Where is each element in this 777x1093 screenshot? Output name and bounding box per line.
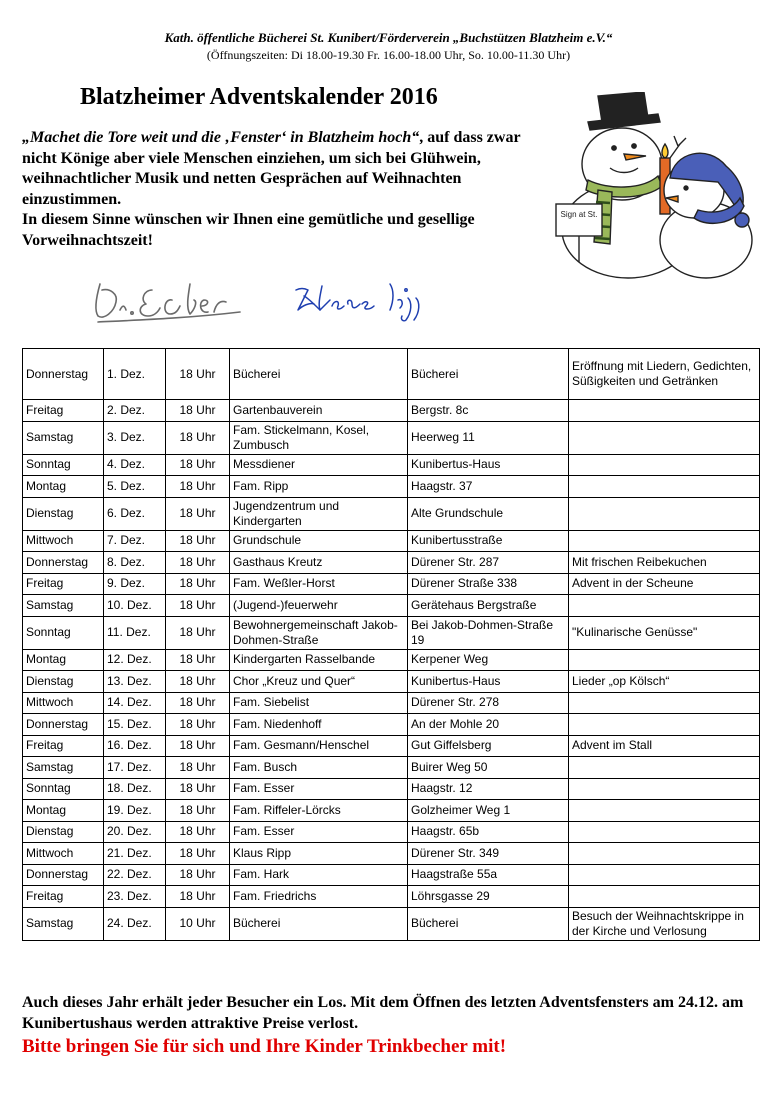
cell-time: 18 Uhr xyxy=(166,400,230,422)
cell-host: Fam. Ripp xyxy=(230,476,408,498)
cell-date: 7. Dez. xyxy=(104,530,166,552)
cell-date: 19. Dez. xyxy=(104,800,166,822)
cell-host: Gartenbauverein xyxy=(230,400,408,422)
cell-day: Sonntag xyxy=(23,616,104,649)
table-row xyxy=(23,671,760,693)
footer-raffle-note: Auch dieses Jahr erhält jeder Besucher ein Los. Mit dem Öffnen des letzten Adventsfensters am 24.12. am Kunibertushaus werden attraktive Preise verlost. xyxy=(22,994,744,1032)
cell-day: Sonntag xyxy=(23,778,104,800)
cell-day: Montag xyxy=(23,800,104,822)
cell-place: Haagstr. 65b xyxy=(408,821,569,843)
library-header: Kath. öffentliche Bücherei St. Kunibert/Förderverein „Buchstützen Blatzheim e.V.“ xyxy=(164,30,613,45)
cell-host: Bücherei xyxy=(230,907,408,940)
cell-time: 18 Uhr xyxy=(166,454,230,476)
table-row xyxy=(23,907,760,940)
cell-date: 16. Dez. xyxy=(104,735,166,757)
cell-day: Samstag xyxy=(23,757,104,779)
cell-day: Dienstag xyxy=(23,821,104,843)
cell-time: 18 Uhr xyxy=(166,573,230,595)
table-row xyxy=(23,714,760,736)
table-row xyxy=(23,573,760,595)
advent-calendar-table xyxy=(22,348,760,941)
cell-host: Messdiener xyxy=(230,454,408,476)
cell-time: 18 Uhr xyxy=(166,616,230,649)
cell-place: Kunibertusstraße xyxy=(408,530,569,552)
cell-place: Bergstr. 8c xyxy=(408,400,569,422)
cell-time: 18 Uhr xyxy=(166,843,230,865)
cell-date: 17. Dez. xyxy=(104,757,166,779)
cell-day: Donnerstag xyxy=(23,864,104,886)
cell-time: 10 Uhr xyxy=(166,907,230,940)
cell-place: Dürener Straße 338 xyxy=(408,573,569,595)
cell-place: Haagstraße 55a xyxy=(408,864,569,886)
cell-date: 21. Dez. xyxy=(104,843,166,865)
cell-day: Mittwoch xyxy=(23,692,104,714)
cell-date: 24. Dez. xyxy=(104,907,166,940)
cell-place: Dürener Str. 349 xyxy=(408,843,569,865)
cell-note xyxy=(569,864,760,886)
cell-note: Besuch der Weihnachtskrippe in der Kirche und Verlosung xyxy=(569,907,760,940)
cell-time: 18 Uhr xyxy=(166,671,230,693)
table-row xyxy=(23,757,760,779)
cell-place: Gut Giffelsberg xyxy=(408,735,569,757)
cell-place: Alte Grundschule xyxy=(408,497,569,530)
cell-date: 23. Dez. xyxy=(104,886,166,908)
cell-day: Montag xyxy=(23,649,104,671)
table-row xyxy=(23,843,760,865)
cell-date: 10. Dez. xyxy=(104,595,166,617)
table-row xyxy=(23,649,760,671)
cell-note xyxy=(569,400,760,422)
cell-place: Bücherei xyxy=(408,349,569,400)
cell-host: Chor „Kreuz und Quer“ xyxy=(230,671,408,693)
cell-date: 14. Dez. xyxy=(104,692,166,714)
cell-day: Freitag xyxy=(23,400,104,422)
cell-note xyxy=(569,778,760,800)
sign-text: Sign at St. xyxy=(560,210,598,219)
cell-place: Dürener Str. 287 xyxy=(408,552,569,574)
cell-day: Donnerstag xyxy=(23,714,104,736)
cell-note xyxy=(569,595,760,617)
cell-date: 20. Dez. xyxy=(104,821,166,843)
cell-host: Fam. Hark xyxy=(230,864,408,886)
cell-time: 18 Uhr xyxy=(166,821,230,843)
cell-time: 18 Uhr xyxy=(166,692,230,714)
cell-time: 18 Uhr xyxy=(166,530,230,552)
table-row xyxy=(23,497,760,530)
cell-note xyxy=(569,497,760,530)
cell-day: Donnerstag xyxy=(23,552,104,574)
table-row xyxy=(23,552,760,574)
table-row xyxy=(23,595,760,617)
cell-host: Bewohnergemeinschaft Jakob-Dohmen-Straße xyxy=(230,616,408,649)
footer-cup-reminder: Bitte bringen Sie für sich und Ihre Kinder Trinkbecher mit! xyxy=(22,1036,507,1057)
cell-place: Heerweg 11 xyxy=(408,421,569,454)
cell-note xyxy=(569,800,760,822)
cell-day: Donnerstag xyxy=(23,349,104,400)
cell-date: 6. Dez. xyxy=(104,497,166,530)
cell-note xyxy=(569,757,760,779)
cell-day: Montag xyxy=(23,476,104,498)
cell-day: Mittwoch xyxy=(23,843,104,865)
cell-place: Löhrsgasse 29 xyxy=(408,886,569,908)
cell-day: Freitag xyxy=(23,573,104,595)
cell-host: Klaus Ripp xyxy=(230,843,408,865)
cell-note xyxy=(569,692,760,714)
cell-note: Advent im Stall xyxy=(569,735,760,757)
cell-day: Freitag xyxy=(23,735,104,757)
cell-place: Kunibertus-Haus xyxy=(408,671,569,693)
cell-host: Fam. Riffeler-Lörcks xyxy=(230,800,408,822)
cell-date: 2. Dez. xyxy=(104,400,166,422)
table-row xyxy=(23,476,760,498)
cell-date: 4. Dez. xyxy=(104,454,166,476)
table-row xyxy=(23,864,760,886)
cell-time: 18 Uhr xyxy=(166,778,230,800)
cell-date: 8. Dez. xyxy=(104,552,166,574)
opening-hours: (Öffnungszeiten: Di 18.00-19.30 Fr. 16.00-18.00 Uhr, So. 10.00-11.30 Uhr) xyxy=(206,48,571,62)
cell-place: Bei Jakob-Dohmen-Straße 19 xyxy=(408,616,569,649)
cell-day: Samstag xyxy=(23,595,104,617)
cell-date: 22. Dez. xyxy=(104,864,166,886)
cell-host: Fam. Niedenhoff xyxy=(230,714,408,736)
cell-date: 13. Dez. xyxy=(104,671,166,693)
cell-note: Lieder „op Kölsch“ xyxy=(569,671,760,693)
cell-place: An der Mohle 20 xyxy=(408,714,569,736)
table-row xyxy=(23,800,760,822)
cell-place: Buirer Weg 50 xyxy=(408,757,569,779)
cell-host: (Jugend-)feuerwehr xyxy=(230,595,408,617)
table-row xyxy=(23,400,760,422)
cell-note xyxy=(569,886,760,908)
cell-time: 18 Uhr xyxy=(166,349,230,400)
cell-place: Dürener Str. 278 xyxy=(408,692,569,714)
cell-host: Bücherei xyxy=(230,349,408,400)
cell-host: Jugendzentrum und Kindergarten xyxy=(230,497,408,530)
cell-date: 5. Dez. xyxy=(104,476,166,498)
cell-date: 1. Dez. xyxy=(104,349,166,400)
cell-note xyxy=(569,714,760,736)
cell-place: Haagstr. 12 xyxy=(408,778,569,800)
page-title: Blatzheimer Adventskalender 2016 xyxy=(80,84,438,110)
table-row xyxy=(23,616,760,649)
cell-note xyxy=(569,421,760,454)
cell-time: 18 Uhr xyxy=(166,552,230,574)
cell-day: Samstag xyxy=(23,421,104,454)
cell-time: 18 Uhr xyxy=(166,649,230,671)
cell-day: Samstag xyxy=(23,907,104,940)
cell-day: Sonntag xyxy=(23,454,104,476)
cell-host: Gasthaus Kreutz xyxy=(230,552,408,574)
cell-time: 18 Uhr xyxy=(166,421,230,454)
cell-host: Fam. Siebelist xyxy=(230,692,408,714)
cell-date: 11. Dez. xyxy=(104,616,166,649)
cell-host: Fam. Busch xyxy=(230,757,408,779)
cell-time: 18 Uhr xyxy=(166,886,230,908)
cell-host: Grundschule xyxy=(230,530,408,552)
cell-host: Fam. Friedrichs xyxy=(230,886,408,908)
intro-second: In diesem Sinne wünschen wir Ihnen eine gemütliche und gesellige Vorweihnachtszeit! xyxy=(22,211,475,249)
cell-day: Dienstag xyxy=(23,671,104,693)
table-row xyxy=(23,421,760,454)
cell-note xyxy=(569,454,760,476)
cell-note xyxy=(569,821,760,843)
cell-date: 3. Dez. xyxy=(104,421,166,454)
cell-time: 18 Uhr xyxy=(166,476,230,498)
table-row xyxy=(23,530,760,552)
cell-host: Fam. Gesmann/Henschel xyxy=(230,735,408,757)
cell-note xyxy=(569,843,760,865)
cell-time: 18 Uhr xyxy=(166,595,230,617)
cell-place: Haagstr. 37 xyxy=(408,476,569,498)
intro-text xyxy=(22,128,532,251)
intro-quote: „Machet die Tore weit und die ‚Fenster‘ in Blatzheim hoch“ xyxy=(22,129,420,146)
footer-text xyxy=(22,993,762,1059)
cell-host: Fam. Weßler-Horst xyxy=(230,573,408,595)
cell-day: Freitag xyxy=(23,886,104,908)
cell-time: 18 Uhr xyxy=(166,735,230,757)
cell-time: 18 Uhr xyxy=(166,757,230,779)
cell-note: Advent in der Scheune xyxy=(569,573,760,595)
cell-host: Fam. Esser xyxy=(230,778,408,800)
table-row xyxy=(23,692,760,714)
cell-day: Mittwoch xyxy=(23,530,104,552)
cell-time: 18 Uhr xyxy=(166,497,230,530)
table-row xyxy=(23,454,760,476)
cell-place: Kerpener Weg xyxy=(408,649,569,671)
cell-date: 18. Dez. xyxy=(104,778,166,800)
cell-note: Mit frischen Reibekuchen xyxy=(569,552,760,574)
table-row xyxy=(23,821,760,843)
table-row xyxy=(23,349,760,400)
cell-time: 18 Uhr xyxy=(166,714,230,736)
cell-note: Eröffnung mit Liedern, Gedichten, Süßigkeiten und Getränken xyxy=(569,349,760,400)
intro-rest: , auf dass zwar nicht Könige aber viele Menschen einziehen, um sich bei Glühwein, weihnachtlicher Musik und netten Gesprächen auf Weihnachten einzustimmen. xyxy=(22,129,521,208)
cell-date: 15. Dez. xyxy=(104,714,166,736)
table-row xyxy=(23,778,760,800)
table-row xyxy=(23,886,760,908)
cell-note xyxy=(569,530,760,552)
cell-place: Golzheimer Weg 1 xyxy=(408,800,569,822)
cell-note xyxy=(569,649,760,671)
cell-host: Fam. Esser xyxy=(230,821,408,843)
cell-date: 9. Dez. xyxy=(104,573,166,595)
cell-place: Kunibertus-Haus xyxy=(408,454,569,476)
cell-note xyxy=(569,476,760,498)
cell-time: 18 Uhr xyxy=(166,864,230,886)
cell-time: 18 Uhr xyxy=(166,800,230,822)
signature-2 xyxy=(290,276,440,324)
cell-host: Fam. Stickelmann, Kosel, Zumbusch xyxy=(230,421,408,454)
cell-host: Kindergarten Rasselbande xyxy=(230,649,408,671)
snowman-illustration xyxy=(548,92,768,282)
cell-place: Gerätehaus Bergstraße xyxy=(408,595,569,617)
cell-place: Bücherei xyxy=(408,907,569,940)
table-row xyxy=(23,735,760,757)
signature-1 xyxy=(90,276,250,324)
cell-note: "Kulinarische Genüsse" xyxy=(569,616,760,649)
cell-day: Dienstag xyxy=(23,497,104,530)
cell-date: 12. Dez. xyxy=(104,649,166,671)
